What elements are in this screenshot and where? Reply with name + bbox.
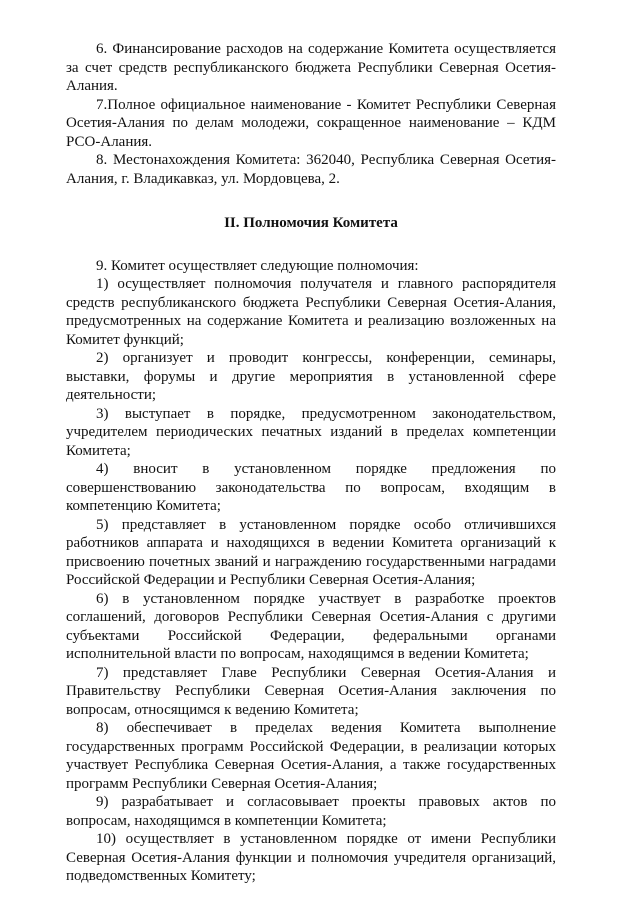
paragraph-location: 8. Местонахождения Комитета: 362040, Республика Северная Осетия-Алания, г. Владикавказ, ул. Мордовцева, 2. bbox=[66, 152, 556, 187]
power-item-4: 4) вносит в установленном порядке предложения по совершенствованию законодательства по вопросам, входящим в компетенцию Комитета; bbox=[66, 461, 556, 514]
power-item-2: 2) организует и проводит конгрессы, конференции, семинары, выставки, форумы и другие мероприятия в установленной сфере деятельности; bbox=[66, 350, 556, 403]
powers-intro: 9. Комитет осуществляет следующие полномочия: bbox=[96, 257, 419, 274]
paragraph-financing: 6. Финансирование расходов на содержание Комитета осуществляется за счет средств республиканского бюджета Республики Северная Осетия-Алания. bbox=[66, 41, 556, 94]
power-item-9: 9) разрабатывает и согласовывает проекты правовых актов по вопросам, находящимся в компетенции Комитета; bbox=[66, 794, 556, 829]
section-heading: II. Полномочия Комитета bbox=[224, 215, 398, 231]
document-page bbox=[66, 40, 556, 886]
power-item-1: 1) осуществляет полномочия получателя и главного распорядителя средств республиканского бюджета Республики Северная Осетия-Алания, предусмотренных на содержание Комитета и реализацию возложенных на Комитет функций; bbox=[66, 276, 556, 348]
paragraph-official-name: 7.Полное официальное наименование - Комитет Республики Северная Осетия-Алания по делам молодежи, сокращенное наименование – КДМ РСО-Алания. bbox=[66, 96, 556, 150]
power-item-5: 5) представляет в установленном порядке особо отличившихся работников аппарата и находящихся в ведении Комитета организаций к присвоению почетных званий и награждению государственными наградами Российской Федерации и Республики Северная Осетия-Алания; bbox=[66, 516, 556, 588]
power-item-10: 10) осуществляет в установленном порядке от имени Республики Северная Осетия-Алания функции и полномочия учредителя организаций, подведомственных Комитету; bbox=[66, 831, 556, 884]
power-item-6: 6) в установленном порядке участвует в разработке проектов соглашений, договоров Республики Северная Осетия-Алания с другими субъектами Российской Федерации, федеральными органами исполнительной власти по вопросам, находящимся в ведении Комитета; bbox=[66, 590, 556, 662]
power-item-8: 8) обеспечивает в пределах ведения Комитета выполнение государственных программ Российской Федерации, в реализации которых участвует Республика Северная Осетия-Алания, а также государственных программ Республики Северная Осетия-Алания; bbox=[66, 720, 556, 792]
power-item-7: 7) представляет Главе Республики Северная Осетия-Алания и Правительству Республики Северная Осетия-Алания заключения по вопросам, относящимся к ведению Комитета; bbox=[66, 664, 556, 718]
power-item-3: 3) выступает в порядке, предусмотренном законодательством, учредителем периодических печатных изданий в пределах компетенции Комитета; bbox=[66, 405, 556, 459]
